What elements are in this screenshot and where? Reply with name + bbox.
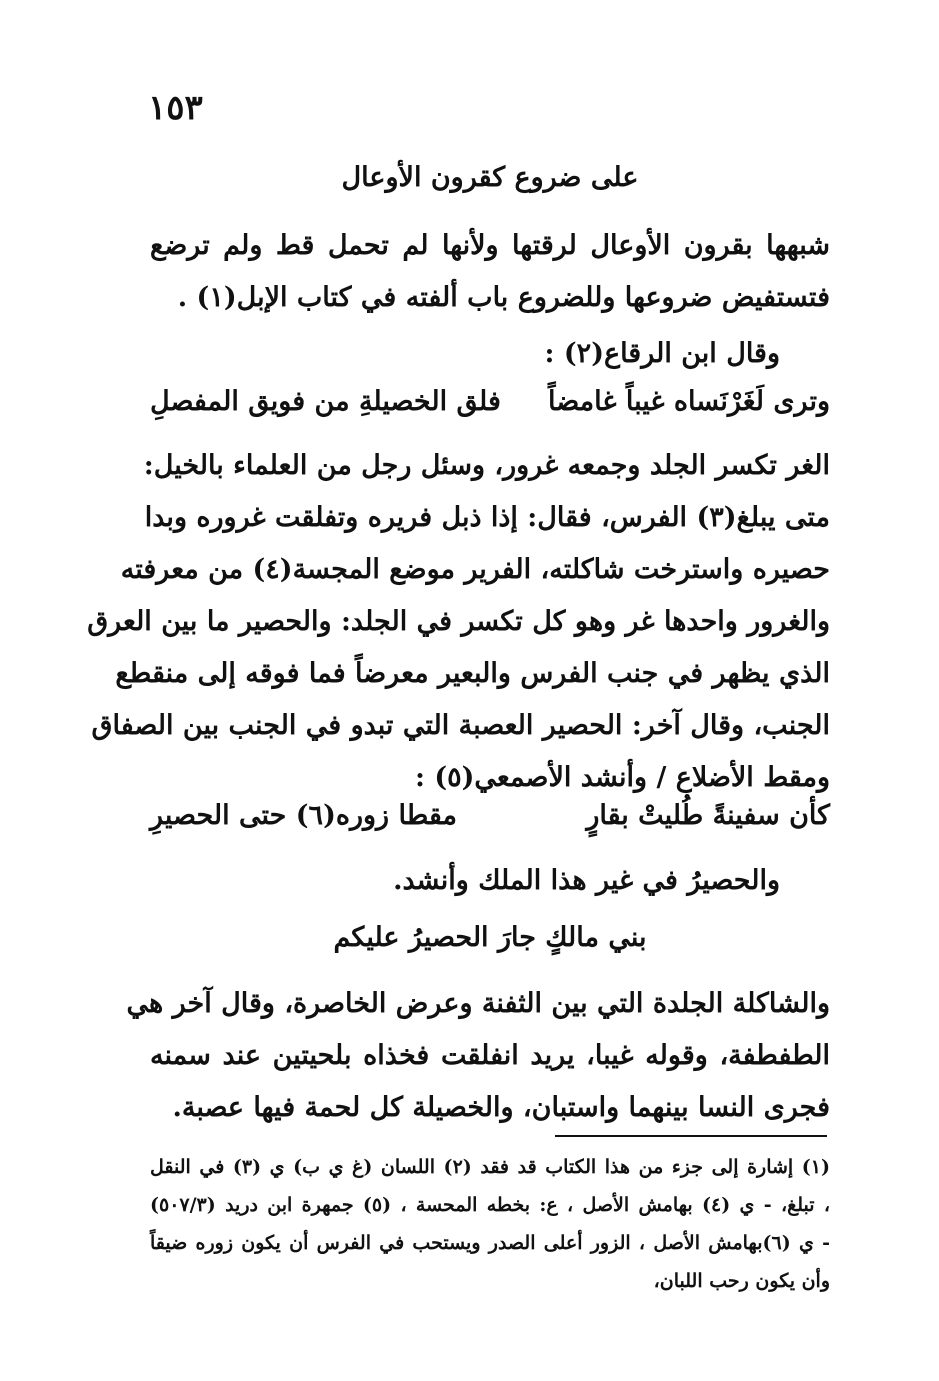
intro-line-block [150, 328, 830, 380]
paragraph-1 [150, 220, 830, 324]
footnote-divider [555, 1135, 827, 1137]
paragraph-line: فجرى النسا بينهما واستبان، والخصيلة كل لحمة فيها عصبة. [172, 1092, 830, 1123]
footnote-line: (١) إشارة إلى جزء من هذا الكتاب قد فقد (٢) اللسان (غ ي ب) ي (٣) في النقل [150, 1156, 830, 1178]
verse-2 [150, 800, 830, 831]
paragraph-line: شبهها بقرون الأوعال لرقتها ولأنها لم تحمل قط ولم ترضع [150, 230, 830, 261]
intro-line: وقال ابن الرقاع(٢) : [544, 338, 780, 369]
footnote-line: ، تبلغ، - ي (٤) بهامش الأصل ، ع: بخطه المحسة ، (٥) جمهرة ابن دريد (٥٠٧/٣) [150, 1194, 830, 1216]
paragraph-line: ومقط الأضلاع / وأنشد الأصمعي(٥) : [414, 762, 830, 793]
paragraph-line: حصيره واسترخت شاكلته، الفرير موضع المجسة(٤) من معرفته [120, 554, 830, 585]
verse-1-first-hemistich: وترى لَغَرْنَساه غيباً غامضاً [548, 386, 830, 417]
line-after-verse: والحصيرُ في غير هذا الملك وأنشد. [393, 865, 780, 896]
line-after-verse-block [150, 855, 830, 907]
verse-3: بني مالكٍ جارَ الحصيرُ عليكم [333, 922, 647, 953]
paragraph-line: متى يبلغ(٣) الفرس، فقال: إذا ذبل فريره وتفلقت غروره وبدا [144, 502, 830, 533]
verse-2-first-hemistich: كأن سفينةً طُليتْ بقارٍ [586, 800, 830, 831]
paragraph-3 [126, 978, 830, 1134]
section-heading: على ضروع كقرون الأوعال [341, 162, 639, 193]
paragraph-line: والغرور واحدها غر وهو كل تكسر في الجلد: والحصير ما بين العرق [87, 606, 830, 637]
footnotes [150, 1148, 830, 1300]
paragraph-line: الغر تكسر الجلد وجمعه غرور، وسئل رجل من العلماء بالخيل: [143, 450, 830, 481]
paragraph-line: الذي يظهر في جنب الفرس والبعير معرضاً فما فوقه إلى منقطع [115, 658, 830, 689]
paragraph-line: الطفطفة، وقوله غيبا، يريد انفلقت فخذاه بلحيتين عند سمنه [150, 1040, 830, 1071]
paragraph-2 [87, 440, 830, 804]
footnote-line: - ي (٦)بهامش الأصل ، الزور أعلى الصدر ويستحب في الفرس أن يكون زوره ضيقاً [150, 1232, 830, 1254]
paragraph-line: فتستفيض ضروعها وللضروع باب ألفته في كتاب الإبل(١) . [177, 282, 830, 313]
verse-1 [150, 386, 830, 417]
paragraph-line: الجنب، وقال آخر: الحصير العصبة التي تبدو في الجنب بين الصفاق [91, 710, 830, 741]
footnote-line: وأن يكون رحب اللبان، [653, 1270, 830, 1292]
page-number: ١٥٣ [148, 88, 203, 128]
verse-2-second-hemistich: مقطا زوره(٦) حتى الحصيرِ [150, 800, 457, 831]
verse-1-second-hemistich: فلق الخصيلةِ من فويق المفصلِ [150, 386, 501, 417]
paragraph-line: والشاكلة الجلدة التي بين الثفنة وعرض الخاصرة، وقال آخر هي [126, 988, 830, 1019]
